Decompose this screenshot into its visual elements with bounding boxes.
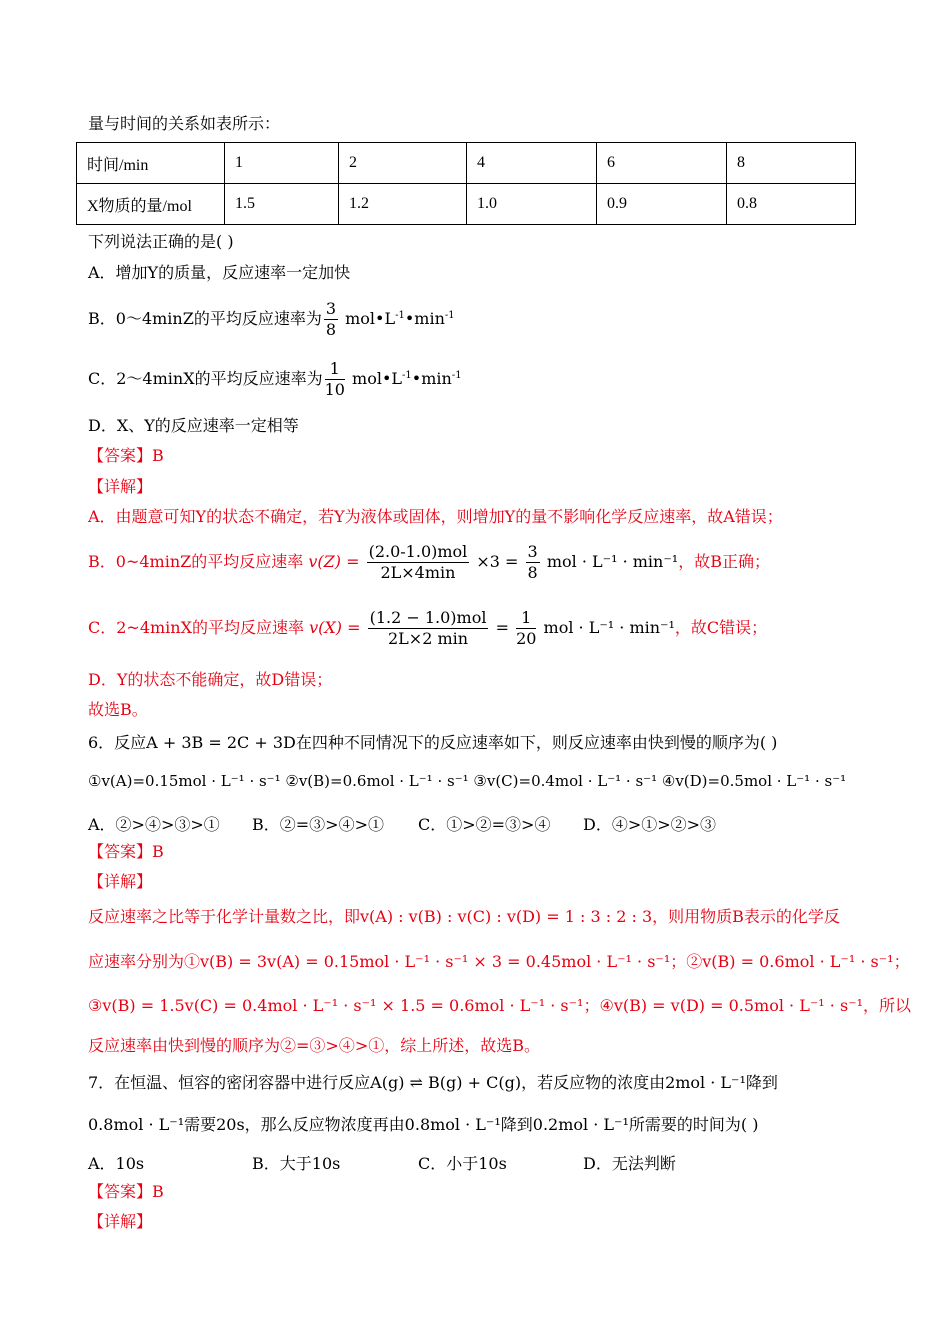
fraction: [526, 542, 540, 583]
table-cell: 1.2: [339, 184, 467, 225]
table-cell: 时间/min: [77, 143, 225, 184]
operator: ×3 =: [476, 552, 519, 571]
q7-option-c: C．小于10s: [418, 1154, 507, 1173]
q5-conclusion: 故选B。: [88, 700, 148, 719]
q6-answer: 【答案】B: [88, 842, 164, 861]
q5-option-c: [88, 356, 462, 400]
q5-detail-heading: 【详解】: [88, 477, 153, 496]
q6-explain-line2: 应速率分别为①v(B) = 3v(A) = 0.15mol · L⁻¹ · s⁻¹ × 3 = 0.45mol · L⁻¹ · s⁻¹；②v(B) = 0.6mol · L⁻¹ · s⁻¹；: [88, 952, 910, 971]
unit: mol · L⁻¹ · min⁻¹: [543, 618, 675, 637]
table-cell: 6: [597, 143, 727, 184]
q5-explain-b: [88, 540, 770, 584]
numerator: (1.2 − 1.0)mol: [369, 608, 487, 627]
rate-expression: v(X) =: [309, 618, 361, 637]
fraction: [367, 542, 470, 583]
q6-explain-line4: 反应速率由快到慢的顺序为②=③>④>①，综上所述，故选B。: [88, 1036, 540, 1055]
fraction: [325, 359, 345, 400]
q6-option-d: D．④>①>②>③: [583, 815, 717, 834]
unit: mol · L⁻¹ · min⁻¹: [546, 552, 679, 571]
table-cell: 1: [225, 143, 339, 184]
denominator: 2L×4min: [380, 563, 456, 582]
explain-c-text: C．2~4minX的平均反应速率: [88, 618, 304, 637]
q6-explain-line1: 反应速率之比等于化学计量数之比，即v(A) : v(B) : v(C) : v(D) = 1 : 3 : 2 : 3，则用物质B表示的化学反: [88, 907, 840, 926]
numerator: 1: [325, 359, 345, 380]
intro-text: 量与时间的关系如表所示：: [88, 114, 281, 133]
fraction: [516, 608, 536, 649]
table-cell: 1.5: [225, 184, 339, 225]
q7-option-a: A．10s: [88, 1154, 145, 1173]
explain-c-end: ，故C错误；: [674, 618, 768, 637]
q5-explain-a: A．由题意可知Y的状态不确定，若Y为液体或固体，则增加Y的量不影响化学反应速率，故A错误；: [88, 507, 783, 526]
denominator: 8: [527, 563, 538, 582]
q6-explain-line3: ③v(B) = 1.5v(C) = 0.4mol · L⁻¹ · s⁻¹ × 1.5 = 0.6mol · L⁻¹ · s⁻¹；④v(B) = v(D) = 0.5mol · L⁻¹ · s⁻¹，所以: [88, 996, 912, 1015]
denominator: 20: [516, 629, 537, 648]
denominator: 10: [324, 380, 345, 399]
q7-option-d: D．无法判断: [583, 1154, 676, 1173]
q6-option-b: B．②=③>④>①: [252, 815, 384, 834]
unit: $mol•L^{-1}•\min^{-1}$: [352, 369, 462, 388]
q7-stem-line2: 0.8mol · L⁻¹需要20s，那么反应物浓度再由0.8mol · L⁻¹降到0.2mol · L⁻¹所需要的时间为( ): [88, 1115, 759, 1134]
q5-stem: 下列说法正确的是( ): [88, 232, 234, 251]
q5-explain-d: D．Y的状态不能确定，故D错误；: [88, 670, 333, 689]
table-cell: 0.9: [597, 184, 727, 225]
table-cell: 8: [727, 143, 856, 184]
numerator: 3: [325, 299, 337, 318]
operator: =: [495, 618, 509, 637]
q7-answer: 【答案】B: [88, 1182, 164, 1201]
table-cell: 1.0: [467, 184, 597, 225]
q6-option-c: C．①>②=③>④: [418, 815, 551, 834]
q5-answer: 【答案】B: [88, 446, 164, 465]
q5-option-b: [88, 296, 455, 340]
table-row: [77, 143, 856, 184]
data-table: [76, 142, 856, 225]
q7-detail-heading: 【详解】: [88, 1212, 153, 1231]
q5-option-a: A．增加Y的质量，反应速率一定加快: [88, 263, 351, 282]
numerator: 1: [516, 608, 536, 629]
numerator: (2.0-1.0)mol: [368, 542, 468, 561]
table-row: [77, 184, 856, 225]
q7-option-b: B．大于10s: [252, 1154, 341, 1173]
q6-detail-heading: 【详解】: [88, 872, 153, 891]
rate-expression: v(Z) =: [308, 552, 360, 571]
q6-stem: 6．反应A + 3B = 2C + 3D在四种不同情况下的反应速率如下，则反应速率由快到慢的顺序为( ): [88, 733, 778, 752]
option-b-text: B．0～4minZ的平均反应速率为: [88, 309, 322, 328]
fraction: [324, 299, 338, 340]
q6-option-a: A．②>④>③>①: [88, 815, 220, 834]
table-cell: X物质的量/mol: [77, 184, 225, 225]
q7-stem-line1: 7．在恒温、恒容的密闭容器中进行反应A(g) ⇌ B(g) + C(g)，若反应物的浓度由2mol · L⁻¹降到: [88, 1073, 778, 1092]
table-cell: 2: [339, 143, 467, 184]
explain-b-text: B．0~4minZ的平均反应速率: [88, 552, 304, 571]
option-c-text: C．2～4minX的平均反应速率为: [88, 369, 323, 388]
table-cell: 4: [467, 143, 597, 184]
unit: $mol•L^{-1}•\min^{-1}$: [345, 309, 455, 328]
denominator: 2L×2 min: [387, 629, 469, 648]
numerator: 3: [527, 542, 538, 561]
table-cell: 0.8: [727, 184, 856, 225]
q5-explain-c: [88, 606, 767, 650]
explain-b-end: ，故B正确；: [678, 552, 770, 571]
q5-option-d: D．X、Y的反应速率一定相等: [88, 416, 299, 435]
fraction: [368, 608, 489, 649]
q6-rates: ①v(A)=0.15mol · L⁻¹ · s⁻¹ ②v(B)=0.6mol · L⁻¹ · s⁻¹ ③v(C)=0.4mol · L⁻¹ · s⁻¹ ④v(D)=0.5mol · L⁻¹ · s⁻¹: [88, 772, 847, 790]
denominator: 8: [325, 320, 337, 339]
